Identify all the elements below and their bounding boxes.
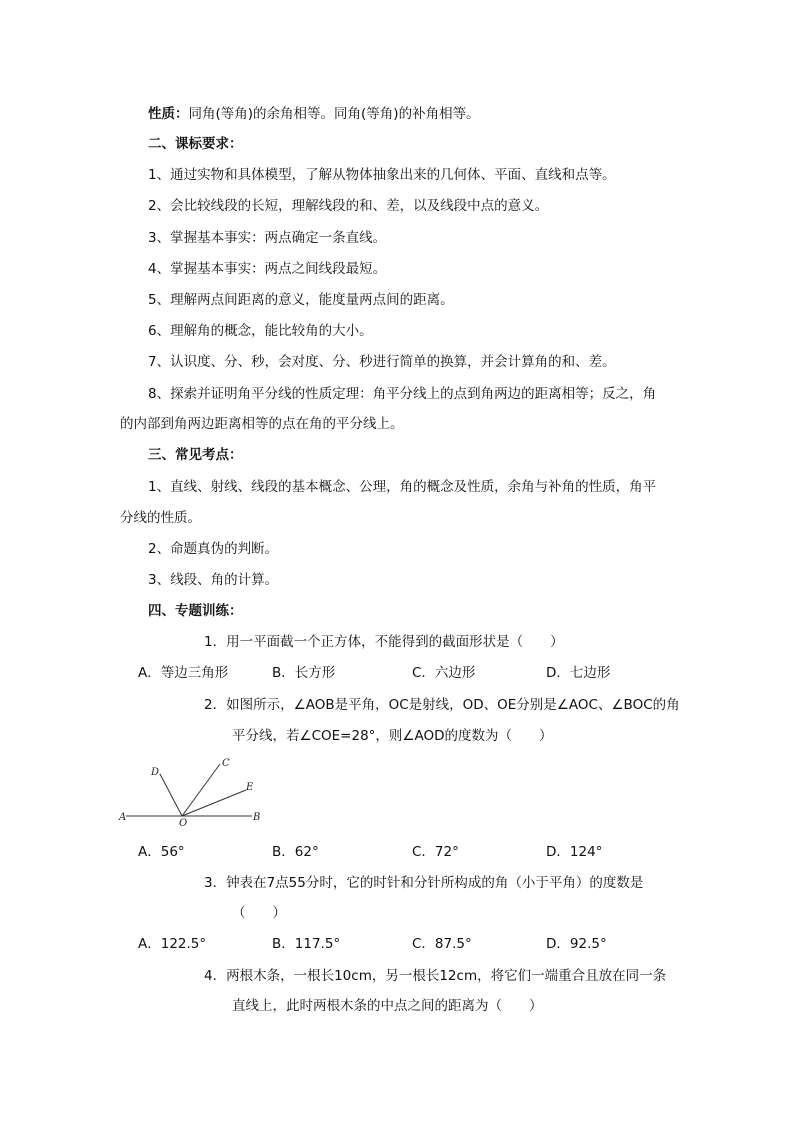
section-title-exam-points: 三、常见考点： (148, 447, 243, 463)
exam-point-1: 1、直线、射线、线段的基本概念、公理，角的概念及性质，余角与补角的性质，角平 (148, 479, 657, 495)
figure-label-c: C (222, 758, 230, 769)
question-4-line-2: 直线上，此时两根木条的中点之间的距离为（ ） (232, 998, 543, 1014)
figure-ray-od (160, 774, 182, 816)
question-2-option-b: B．62° (272, 844, 319, 860)
figure-label-a: A (119, 812, 127, 823)
question-2-option-c: C．72° (412, 844, 459, 860)
exam-point-1-cont: 分线的性质。 (120, 510, 201, 526)
question-3-line-1: 3．钟表在7点55分时，它的时针和分针所构成的角（小于平角）的度数是 (204, 875, 644, 891)
question-3-option-b: B．117.5° (272, 936, 341, 952)
question-1-option-c: C．六边形 (412, 665, 476, 681)
section-title-curriculum: 二、课标要求： (148, 136, 243, 152)
figure-label-o: O (179, 818, 188, 826)
curriculum-item-8: 8、探索并证明角平分线的性质定理：角平分线上的点到角两边的距离相等；反之，角 (148, 386, 657, 402)
question-3-option-c: C．87.5° (412, 936, 472, 952)
curriculum-item-3: 3、掌握基本事实：两点确定一条直线。 (148, 230, 387, 246)
figure-label-d: D (151, 767, 160, 778)
exam-point-3: 3、线段、角的计算。 (148, 572, 279, 588)
question-3-option-a: A．122.5° (138, 936, 207, 952)
curriculum-item-6: 6、理解角的概念，能比较角的大小。 (148, 323, 373, 339)
property-text: 同角(等角)的余角相等。同角(等角)的补角相等。 (188, 106, 480, 122)
question-2-option-d: D．124° (546, 844, 603, 860)
question-2-line-2: 平分线，若∠COE=28°，则∠AOD的度数为（ ） (232, 728, 553, 744)
question-2-line-1: 2．如图所示，∠AOB是平角，OC是射线，OD、OE分别是∠AOC、∠BOC的角 (204, 697, 680, 713)
section-title-training: 四、专题训练： (148, 603, 243, 619)
question-1-option-d: D．七边形 (546, 665, 611, 681)
figure-label-e: E (246, 782, 254, 793)
question-4-line-1: 4．两根木条，一根长10cm，另一根长12cm，将它们一端重合且放在同一条 (204, 968, 667, 984)
angle-figure (118, 756, 268, 826)
question-3-line-2: （ ） (232, 905, 286, 921)
property-label: 性质： (148, 106, 189, 122)
figure-label-b: B (253, 812, 261, 823)
curriculum-item-8-cont: 的内部到角两边距离相等的点在角的平分线上。 (120, 416, 404, 432)
question-1-option-b: B．长方形 (272, 665, 336, 681)
curriculum-item-1: 1、通过实物和具体模型，了解从物体抽象出来的几何体、平面、直线和点等。 (148, 167, 616, 183)
question-3-option-d: D．92.5° (546, 936, 607, 952)
curriculum-item-4: 4、掌握基本事实：两点之间线段最短。 (148, 261, 387, 277)
question-1-text: 1．用一平面截一个正方体，不能得到的截面形状是（ ） (204, 634, 564, 650)
property-line (148, 105, 480, 123)
question-1-option-a: A．等边三角形 (138, 665, 229, 681)
exam-point-2: 2、命题真伪的判断。 (148, 541, 279, 557)
curriculum-item-7: 7、认识度、分、秒，会对度、分、秒进行简单的换算，并会计算角的和、差。 (148, 354, 616, 370)
curriculum-item-5: 5、理解两点间距离的意义，能度量两点间的距离。 (148, 292, 454, 308)
question-2-option-a: A．56° (138, 844, 185, 860)
curriculum-item-2: 2、会比较线段的长短，理解线段的和、差，以及线段中点的意义。 (148, 198, 549, 214)
